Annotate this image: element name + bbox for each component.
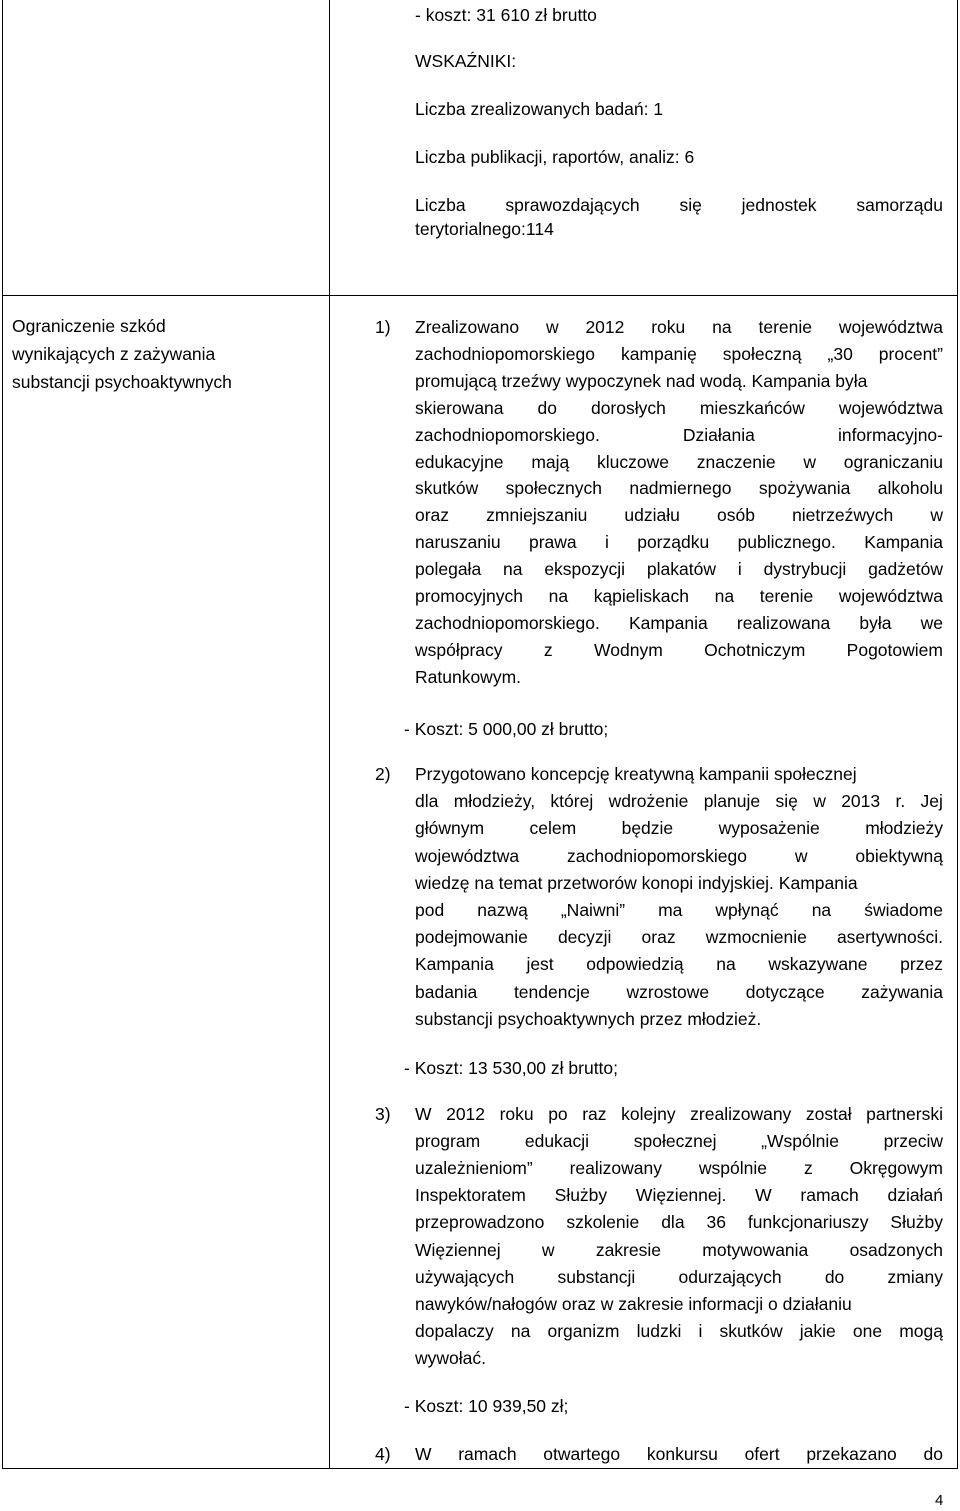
item1-number: 1) [375, 317, 391, 337]
item3-line: W 2012 roku po raz kolejny zrealizowany został partnerski [415, 1104, 943, 1124]
item1-line: skutków społecznych nadmiernego spożywania alkoholu [415, 478, 943, 499]
item3-number: 3) [375, 1104, 391, 1124]
section-title-line: Ograniczenie szkód [12, 316, 166, 336]
indicator-units-line2: terytorialnego:114 [415, 219, 554, 239]
item3-line: dopalaczy na organizm ludzki i skutków jakie one mogą [415, 1320, 943, 1341]
item2-line: Przygotowano koncepcję kreatywną kampanii społecznej [415, 764, 857, 784]
item3-line: przeprowadzono szkolenie dla 36 funkcjonariuszy Służby [415, 1212, 943, 1233]
item3-line: Inspektoratem Służby Więziennej. W ramach działań [415, 1185, 943, 1206]
item2-line: podejmowanie decyzji oraz wzmocnienie asertywności. [415, 927, 943, 948]
item1-line: Zrealizowano w 2012 roku na terenie województwa [415, 317, 943, 337]
item3-line: uzależnieniom” realizowany wspólnie z Okręgowym [415, 1158, 943, 1179]
item2-line: substancji psychoaktywnych przez młodzież. [415, 1008, 762, 1029]
item4-line: W ramach otwartego konkursu ofert przekazano do [415, 1444, 943, 1464]
item3-line: wywołać. [415, 1347, 486, 1368]
top-cost: - koszt: 31 610 zł brutto [415, 5, 597, 25]
item1-cost: - Koszt: 5 000,00 zł brutto; [404, 719, 609, 739]
item2-line: badania tendencje wzrostowe dotyczące zażywania [415, 981, 943, 1002]
item2-line: wiedzę na temat przetworów konopi indyjskiej. Kampania [415, 872, 858, 893]
section-title-line: substancji psychoaktywnych [12, 372, 232, 392]
item2-number: 2) [375, 764, 391, 784]
item1-line: polegała na ekspozycji plakatów i dystrybucji gadżetów [415, 559, 943, 580]
item2-line: głównym celem będzie wyposażenie młodzieży [415, 818, 943, 839]
item1-line: współpracy z Wodnym Ochotniczym Pogotowiem [415, 639, 943, 660]
item1-line: Ratunkowym. [415, 666, 522, 687]
indicator-studies: Liczba zrealizowanych badań: 1 [415, 99, 664, 119]
page-number: 4 [935, 1492, 944, 1509]
item1-line: zachodniopomorskiego. Kampania realizowana była we [415, 612, 943, 633]
item3-line: Więziennej w zakresie motywowania osadzonych [415, 1239, 943, 1260]
item3-line: program edukacji społecznej „Wspólnie przeciw [415, 1131, 943, 1152]
indicator-publications: Liczba publikacji, raportów, analiz: 6 [415, 147, 695, 167]
indicator-units-line1: Liczba sprawozdających się jednostek samorządu [415, 195, 943, 215]
column-divider [329, 0, 330, 1469]
item1-line: oraz zmniejszaniu udziału osób nietrzeźwych w [415, 505, 943, 526]
item2-line: dla młodzieży, której wdrożenie planuje się w 2013 r. Jej [415, 791, 943, 812]
item1-line: zachodniopomorskiego. Działania informacyjno- [415, 424, 943, 445]
item1-line: naruszaniu prawa i porządku publicznego. Kampania [415, 532, 943, 553]
indicators-heading: WSKAŹNIKI: [415, 51, 517, 71]
item2-line: województwa zachodniopomorskiego w obiektywną [415, 845, 943, 866]
item1-line: edukacyjne mają kluczowe znaczenie w ograniczaniu [415, 451, 943, 472]
item3-line: nawyków/nałogów oraz w zakresie informacji o działaniu [415, 1293, 852, 1314]
item1-line: skierowana do dorosłych mieszkańców województwa [415, 397, 943, 418]
section-title-line: wynikających z zażywania [12, 344, 216, 364]
row-divider [2, 295, 958, 296]
item3-line: używających substancji odurzających do zmiany [415, 1266, 943, 1287]
item2-line: pod nazwą „Naiwni” ma wpłynąć na świadome [415, 900, 943, 920]
item1-line: zachodniopomorskiego kampanię społeczną „30 procent” [415, 343, 943, 364]
item1-line: promującą trzeźwy wypoczynek nad wodą. Kampania była [415, 370, 868, 391]
item3-cost: - Koszt: 10 939,50 zł; [404, 1396, 569, 1416]
item1-line: promocyjnych na kąpieliskach na terenie województwa [415, 586, 943, 606]
item4-number: 4) [375, 1444, 391, 1464]
item2-line: Kampania jest odpowiedzią na wskazywane przez [415, 954, 943, 975]
item2-cost: - Koszt: 13 530,00 zł brutto; [404, 1058, 619, 1078]
